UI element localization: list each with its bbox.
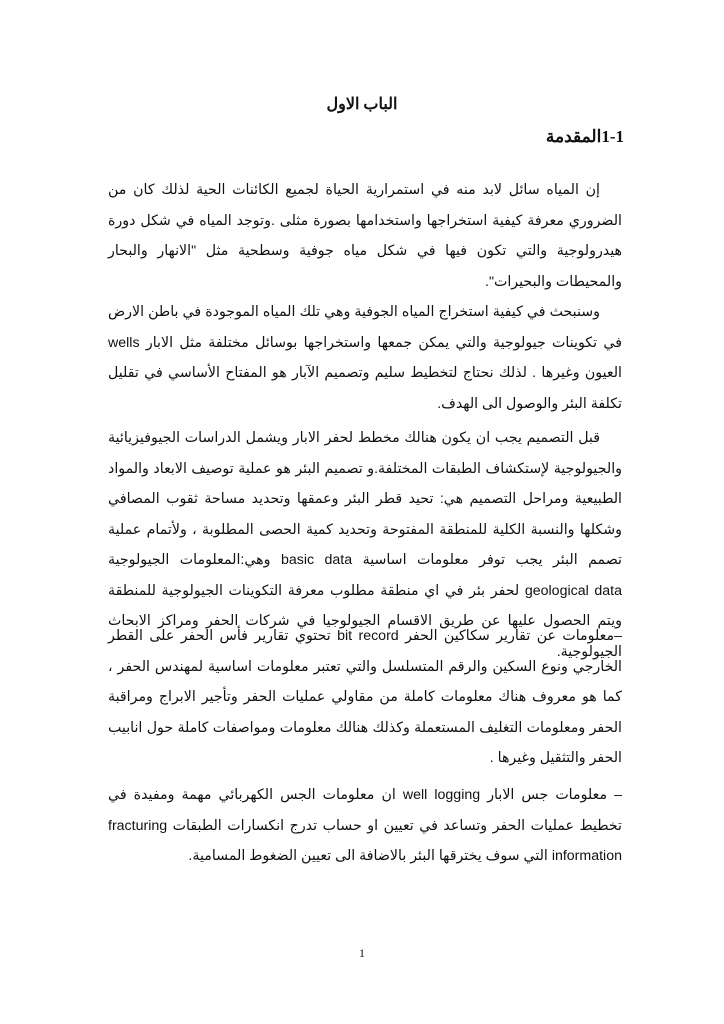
paragraph-text: إن المياه سائل لابد منه في استمرارية الحياة لجميع الكائنات الحية لذلك كان من الضروري معرفة كيفية استخراجها واستخدامها بصورة مثلى .وتوجد المياه في شكل دورة هيدرولوجية والتي تكون فيها في شكل مياه جوفية وسطحية مثل "الانهار والبحار والمحيطات والبحيرات". [108,182,622,290]
paragraph-intro [108,175,622,297]
paragraph-text: – معلومات جس الابار well logging ان معلومات الجس الكهربائي مهمة ومفيدة في تخطيط عمليات الحفر وتساعد في تعيين او حساب تدرج انكسارات الطبقات fracturing information التي سوف يخترقها البئر بالاضافة الى تعيين الضغوط المسامية. [108,787,623,864]
paragraph-bit-record [108,621,622,774]
page-number: 1 [359,946,365,960]
paragraph-groundwater [108,297,622,419]
section-heading: 1-1المقدمة [545,127,624,146]
chapter-title: الباب الاول [326,96,398,113]
paragraph-text: –معلومات عن تقارير سكاكين الحفر bit record تحتوي تقارير فأس الحفر على القطر الخارجي ونوع السكين والرقم المتسلسل والتي تعتبر معلومات اساسية لمهندس الحفر ، كما هو معروف هناك معلومات كاملة من مقاولي عمليات الحفر وتأجير الابراج ومراقبة الحفر ومعلومات التغليف المستعملة وكذلك هنالك معلومات ومواصفات كاملة حول انابيب الحفر والتثقيل وغيرها . [108,628,623,766]
paragraph-text: قبل التصميم يجب ان يكون هنالك مخطط لحفر الابار ويشمل الدراسات الجيوفيزيائية والجيولوجية لإستكشاف الطبقات المختلفة.و تصميم البئر هو عملية توصيف الابعاد والمواد الطبيعية ومراحل التصميم هي: تحيد قطر البئر وعمقها وتحديد مساحة ثقوب المصافي وشكلها والنسبة الكلية للمنطقة المفتوحة وتحديد كمية الحصى المطلوبة ، ولأتمام عملية تصمم البئر يجب توفر معلومات اساسية basic data وهي:المعلومات الجيولوجية geological data لحفر بئر في اي منطقة مطلوب معرفة التكوينات الجيولوجية للمنطقة ويتم الحصول عليها عن طريق الاقسام الجيولوجيا في شركات الحفر ومراكز الابحاث الجيولوجية. [108,430,622,660]
paragraph-well-logging [108,780,622,872]
paragraph-text: وسنبحث في كيفية استخراج المياه الجوفية وهي تلك المياه الموجودة في باطن الارض في تكوينات جيولوجية والتي يمكن جمعها واستخراجها بوسائل مختلفة مثل الابار wells العيون وغيرها . لذلك نحتاج لتخطيط سليم وتصميم الآبار هو المفتاح الأساسي في تقليل تكلفة البئر والوصول الى الهدف. [108,304,622,412]
